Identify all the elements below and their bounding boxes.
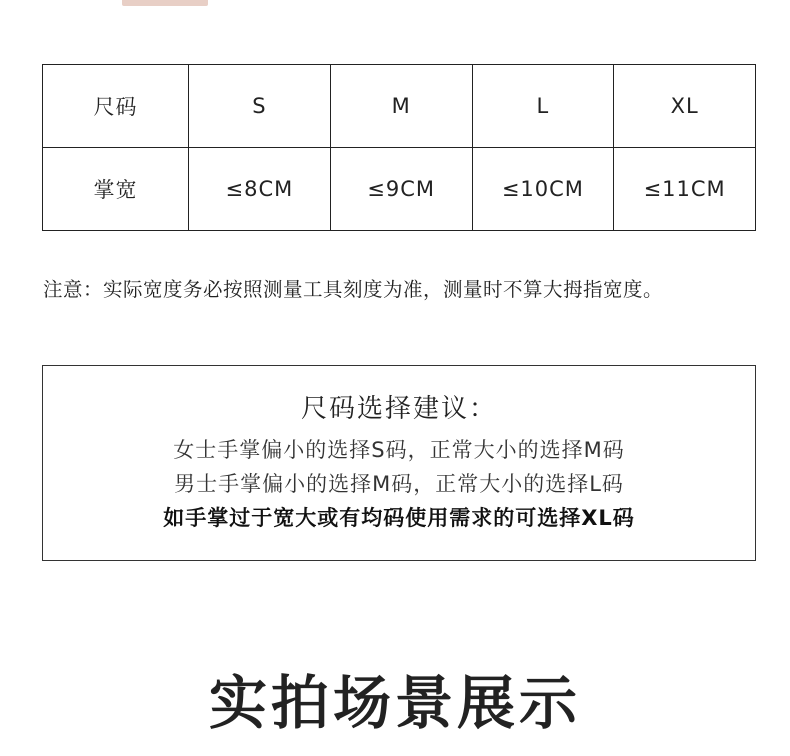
palm-width-row	[43, 148, 756, 231]
section-heading: 实拍场景展示	[208, 669, 581, 737]
palm-width-label: 掌宽	[43, 148, 189, 231]
measurement-note: 注意：实际宽度务必按照测量工具刻度为准，测量时不算大拇指宽度。	[43, 278, 664, 301]
cropped-product-image	[122, 0, 208, 6]
advice-line-women: 女士手掌偏小的选择S码，正常大小的选择M码	[173, 438, 625, 462]
width-xl-cell: ≤11CM	[614, 148, 756, 231]
size-advice-box	[42, 365, 756, 561]
size-s-cell: S	[189, 65, 331, 148]
width-m-cell: ≤9CM	[330, 148, 472, 231]
size-l-cell: L	[472, 65, 614, 148]
size-chart-table	[42, 64, 756, 231]
advice-line-xl: 如手掌过于宽大或有均码使用需求的可选择XL码	[163, 506, 635, 530]
advice-title: 尺码选择建议：	[300, 394, 497, 424]
size-row-label: 尺码	[43, 65, 189, 148]
advice-line-men: 男士手掌偏小的选择M码，正常大小的选择L码	[174, 472, 624, 496]
width-l-cell: ≤10CM	[472, 148, 614, 231]
size-xl-cell: XL	[614, 65, 756, 148]
top-cropped-strip	[0, 0, 790, 12]
size-m-cell: M	[330, 65, 472, 148]
width-s-cell: ≤8CM	[189, 148, 331, 231]
size-header-row	[43, 65, 756, 148]
